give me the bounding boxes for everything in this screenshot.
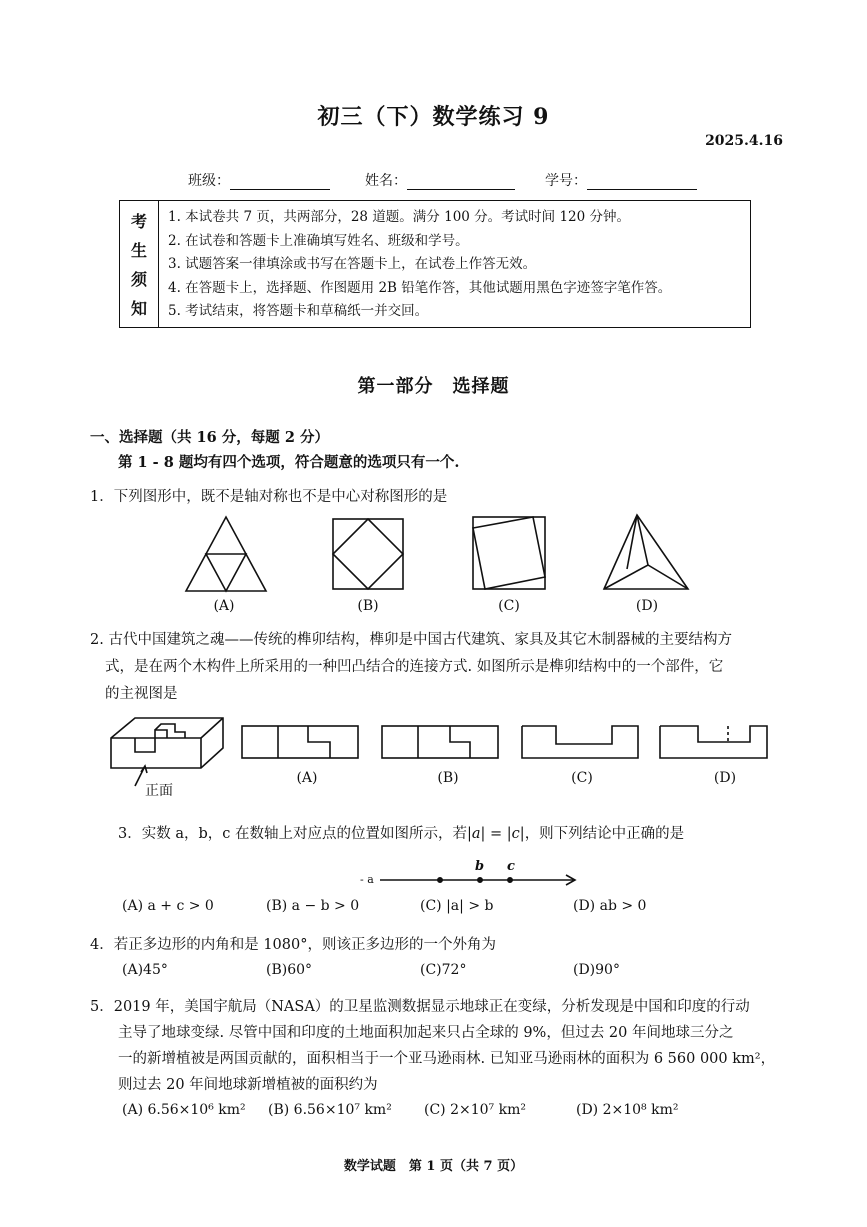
notice-item: 1. 本试卷共 7 页，共两部分，28 道题。满分 100 分。考试时间 120 分钟。 [168, 209, 631, 225]
id-blank[interactable] [587, 173, 697, 190]
figure-2c [522, 726, 638, 758]
question-3-text-after: ，则下列结论中正确的是 [524, 826, 685, 842]
axis-label-neg-a: - a [360, 873, 374, 886]
section-title: 第一部分 选择题 [357, 376, 510, 397]
question-5-line-4: 则过去 20 年间地球新增植被的面积约为 [118, 1077, 378, 1093]
name-blank[interactable] [407, 173, 515, 190]
name-label: 姓名： [365, 173, 407, 189]
figure-2c-label: (C) [571, 770, 593, 786]
notice-heading [120, 201, 159, 327]
figure-1a [186, 517, 266, 591]
question-4-option-d[interactable]: (D)90° [573, 962, 620, 978]
question-3-option-d[interactable]: (D) ab > 0 [573, 898, 647, 914]
class-label: 班级： [188, 173, 230, 189]
figure-2b-label: (B) [437, 770, 459, 786]
question-2-line-2: 式，是在两个木构件上所采用的一种凹凸结合的连接方式. 如图所示是榫卯结构中的一个部件，它 [105, 659, 724, 675]
question-5-option-b[interactable]: (B) 6.56×10⁷ km² [268, 1102, 392, 1118]
notice-list [168, 206, 671, 324]
question-5-option-a[interactable]: (A) 6.56×10⁶ km² [122, 1102, 246, 1118]
notice-head-char: 生 [130, 241, 147, 260]
notice-head-char: 考 [130, 212, 147, 231]
axis-label-b: b [475, 859, 485, 874]
question-3-option-a[interactable]: (A) a + c > 0 [122, 898, 214, 914]
question-4-option-c[interactable]: (C)72° [420, 962, 467, 978]
name-field [365, 170, 515, 190]
id-field [545, 170, 697, 190]
id-label: 学号： [545, 173, 587, 189]
figure-2a [242, 726, 358, 758]
section-heading: 一、选择题（共 16 分，每题 2 分） [90, 429, 329, 446]
figure-1c [473, 517, 545, 589]
page-footer: 数学试题 第 1 页（共 7 页） [343, 1159, 524, 1174]
class-field [188, 170, 330, 190]
notice-item: 5. 考试结束，将答题卡和草稿纸一并交回。 [168, 303, 429, 319]
question-4-option-b[interactable]: (B)60° [266, 962, 313, 978]
figure-2a-label: (A) [296, 770, 318, 786]
question-3-text [118, 822, 684, 847]
question-3-option-c[interactable]: (C) |a| > b [420, 898, 494, 914]
figure-1d-label: (D) [635, 598, 659, 614]
question-3-abs-eq: |a| = |c| [467, 826, 525, 842]
figure-2d [660, 726, 767, 758]
number-line [360, 855, 585, 891]
axis-label-c: c [507, 859, 515, 874]
question-2-line-3: 的主视图是 [105, 686, 178, 702]
figure-2d-label: (D) [713, 770, 737, 786]
notice-head-char: 须 [130, 270, 147, 289]
front-label: 正面 [145, 783, 173, 799]
notice-item: 2. 在试卷和答题卡上准确填写姓名、班级和学号。 [168, 232, 469, 249]
question-5-line-2: 主导了地球变绿. 尽管中国和印度的土地面积加起来只占全球的 9%，但过去 20 年间地球三分之 [118, 1025, 734, 1041]
figure-1a-label: (A) [213, 598, 235, 614]
figure-1d [604, 515, 688, 589]
figure-1b [333, 519, 403, 589]
notice-head-char: 知 [130, 299, 147, 318]
mortise-tenon-3d-figure [105, 708, 245, 788]
figure-2b [382, 726, 498, 758]
question-5-line-1: 5．2019 年，美国宇航局（NASA）的卫星监测数据显示地球正在变绿，分析发现是中国和印度的行动 [90, 999, 750, 1015]
exam-date: 2025.4.16 [705, 133, 783, 149]
question-2-options [240, 722, 770, 762]
figure-1b-label: (B) [357, 598, 379, 614]
question-5-line-3: 一的新增植被是两国贡献的，面积相当于一个亚马逊雨林. 已知亚马逊雨林的面积为 6 560 000 km²， [118, 1051, 776, 1067]
question-3-option-b[interactable]: (B) a − b > 0 [266, 898, 360, 914]
question-5-option-c[interactable]: (C) 2×10⁷ km² [424, 1102, 526, 1118]
notice-item: 4. 在答题卡上，选择题、作图题用 2B 铅笔作答，其他试题用黑色字迹签字笔作答。 [168, 279, 672, 296]
exam-notice-box [119, 200, 751, 328]
notice-item: 3. 试题答案一律填涂或书写在答题卡上，在试卷上作答无效。 [168, 256, 537, 272]
question-3-text-before: 3．实数 a，b，c 在数轴上对应点的位置如图所示，若 [118, 826, 467, 842]
page-title: 初三（下）数学练习 9 [317, 104, 550, 130]
section-subheading: 第 1 - 8 题均有四个选项，符合题意的选项只有一个. [118, 454, 460, 471]
question-2-line-1: 2. 古代中国建筑之魂——传统的榫卯结构，榫卯是中国古代建筑、家具及其它木制器械的主要结构方 [90, 632, 732, 648]
question-1-figures [180, 513, 700, 595]
question-4-option-a[interactable]: (A)45° [122, 962, 168, 978]
question-1-text: 1．下列图形中，既不是轴对称也不是中心对称图形的是 [90, 489, 448, 505]
figure-1c-label: (C) [498, 598, 520, 614]
question-5-option-d[interactable]: (D) 2×10⁸ km² [576, 1102, 679, 1118]
class-blank[interactable] [230, 173, 330, 190]
question-4-text: 4．若正多边形的内角和是 1080°，则该正多边形的一个外角为 [90, 937, 496, 953]
